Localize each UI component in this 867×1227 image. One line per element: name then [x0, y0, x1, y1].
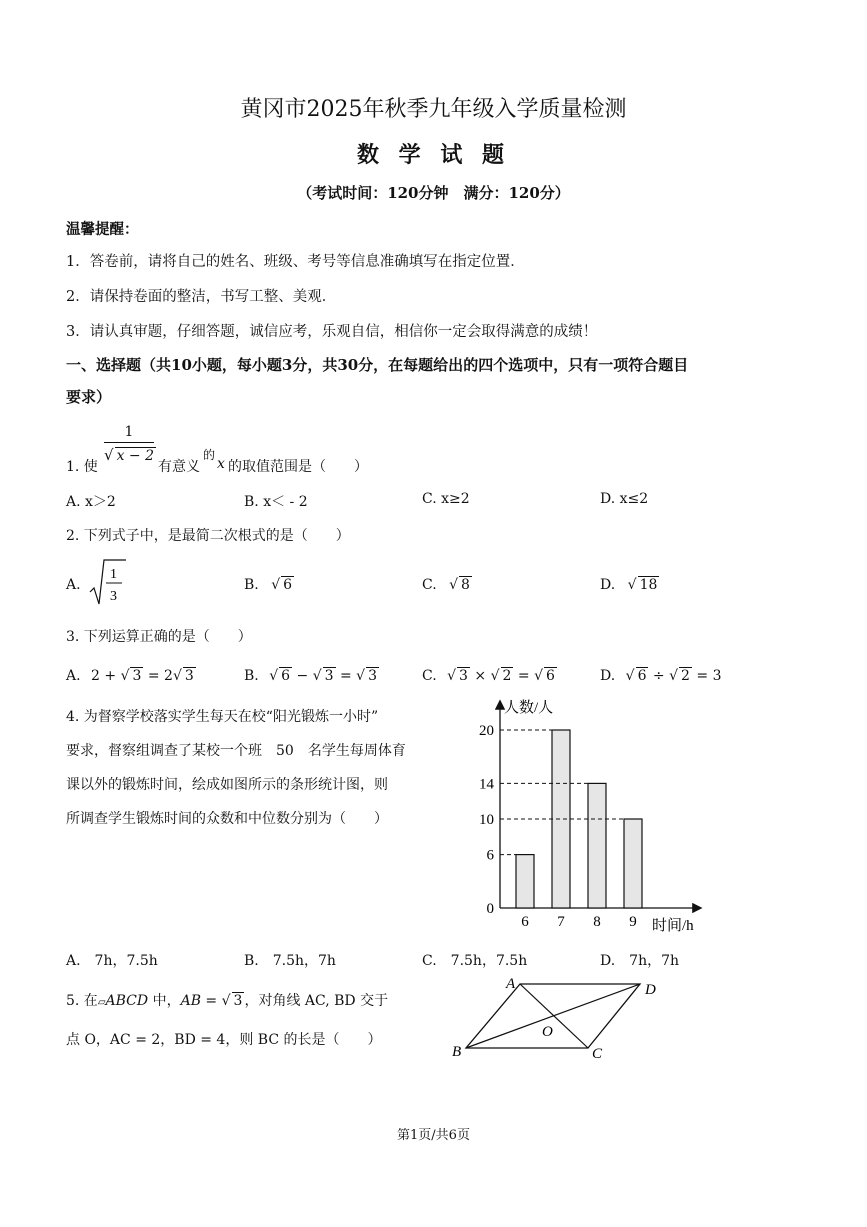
q1-sup: 的 — [203, 448, 216, 462]
q3-stem: 3. 下列运算正确的是（ ） — [66, 629, 252, 645]
q4-line-4: 所调查学生锻炼时间的众数和中位数分别为（ ） — [66, 811, 388, 827]
q4-line-3: 课以外的锻炼时间，绘成如图所示的条形统计图，则 — [66, 777, 388, 793]
x-axis-label: 时间/h — [652, 918, 694, 934]
vertex-b-label: B — [452, 1044, 462, 1060]
q4-option-b[interactable]: B. 7.5h，7h — [244, 953, 336, 969]
q5-parallelogram-figure — [440, 972, 680, 1064]
q4-bar-chart — [450, 690, 720, 940]
q1-fraction-denominator: √ x − 2 — [104, 446, 154, 464]
page-title: 黄冈市2025年秋季九年级入学质量检测 — [240, 97, 627, 122]
q3-option-c[interactable]: C. √ 3 × √ 2 = √ 6 — [422, 668, 555, 684]
q2-a-den: 3 — [110, 589, 117, 604]
x-tick-7: 7 — [557, 914, 565, 930]
q2-option-a-expr — [88, 556, 128, 612]
q2-stem: 2. 下列式子中，是最简二次根式的是（ ） — [66, 528, 350, 544]
notice-item-2: 2．请保持卷面的整洁，书写工整、美观． — [66, 289, 337, 305]
y-tick-10: 10 — [479, 812, 494, 828]
q3-option-a[interactable]: A. 2 + √ 3 = 2√ 3 — [66, 668, 194, 684]
bar-6 — [516, 855, 534, 908]
q5-line-1: 5. 在▱ABCD 中，AB = √ 3 ，对角线 AC, BD 交于 — [66, 993, 389, 1009]
notice-item-1: 1．答卷前，请将自己的姓名、班级、考号等信息准确填写在指定位置． — [66, 254, 525, 270]
q2-option-b[interactable]: B. √ 6 — [244, 577, 293, 593]
q4-line-1: 4. 为督察学校落实学生每天在校“阳光锻炼一小时” — [66, 709, 379, 725]
bar-9 — [624, 819, 642, 908]
bar-7 — [552, 730, 570, 908]
q2-a-num: 1 — [110, 567, 117, 582]
vertex-c-label: C — [592, 1046, 603, 1062]
q1-mid: 有意义 — [158, 459, 200, 475]
notice-heading: 温馨提醒： — [66, 221, 139, 238]
q1-fraction-bar — [104, 442, 154, 443]
bar-8 — [588, 783, 606, 908]
y-axis-label: 人数/人 — [504, 700, 554, 716]
y-tick-14: 14 — [479, 776, 494, 793]
q4-line-2: 要求，督察组调查了某校一个班 50 名学生每周体育 — [66, 743, 406, 759]
q4-option-c[interactable]: C. 7.5h，7.5h — [422, 953, 528, 969]
page-subtitle: 数 学 试 题 — [357, 142, 510, 168]
x-tick-8: 8 — [593, 914, 601, 930]
y-tick-0: 0 — [486, 901, 494, 917]
x-tick-9: 9 — [629, 914, 637, 930]
exam-info: （考试时间：120分钟 满分：120分） — [297, 184, 570, 202]
q2-option-a[interactable]: A. — [66, 577, 81, 593]
q4-option-a[interactable]: A. 7h，7.5h — [66, 953, 158, 969]
q1-option-d[interactable]: D. x≤2 — [600, 491, 649, 507]
q1-option-b[interactable]: B. x＜ - 2 — [244, 494, 308, 510]
q3-option-d[interactable]: D. √ 6 ÷ √ 2 = 3 — [600, 668, 722, 684]
q2-a-radical — [88, 556, 128, 608]
vertex-d-label: D — [645, 982, 656, 998]
q1-var: x — [217, 456, 225, 472]
section-heading-cont: 要求） — [66, 388, 112, 406]
q1-fraction-numerator: 1 — [124, 424, 134, 440]
y-tick-6: 6 — [486, 847, 494, 864]
q1-option-c[interactable]: C. x≥2 — [422, 491, 470, 507]
section-heading: 一、选择题（共10小题，每小题3分，共30分，在每题给出的四个选项中，只有一项符合题目 — [66, 356, 689, 374]
page-footer: 第1页/共6页 — [397, 1128, 470, 1143]
q4-option-d[interactable]: D. 7h，7h — [600, 953, 680, 969]
q2-option-d[interactable]: D. √ 18 — [600, 577, 658, 593]
point-o-label: O — [542, 1024, 553, 1040]
notice-item-3: 3．请认真审题，仔细答题，诚信应考，乐观自信，相信你一定会取得满意的成绩！ — [66, 324, 598, 340]
vertex-a-label: A — [506, 976, 516, 992]
q1-suffix: 的取值范围是（ ） — [228, 459, 368, 475]
q1-prefix: 1. 使 — [66, 459, 98, 475]
q5-line-2: 点 O，AC = 2，BD = 4，则 BC 的长是（ ） — [66, 1032, 382, 1048]
q3-option-b[interactable]: B. √ 6 − √ 3 = √ 3 — [244, 668, 378, 684]
x-tick-6: 6 — [521, 914, 529, 930]
q2-option-c[interactable]: C. √ 8 — [422, 577, 470, 593]
y-tick-20: 20 — [479, 723, 494, 739]
q1-option-a[interactable]: A. x＞2 — [66, 494, 116, 510]
